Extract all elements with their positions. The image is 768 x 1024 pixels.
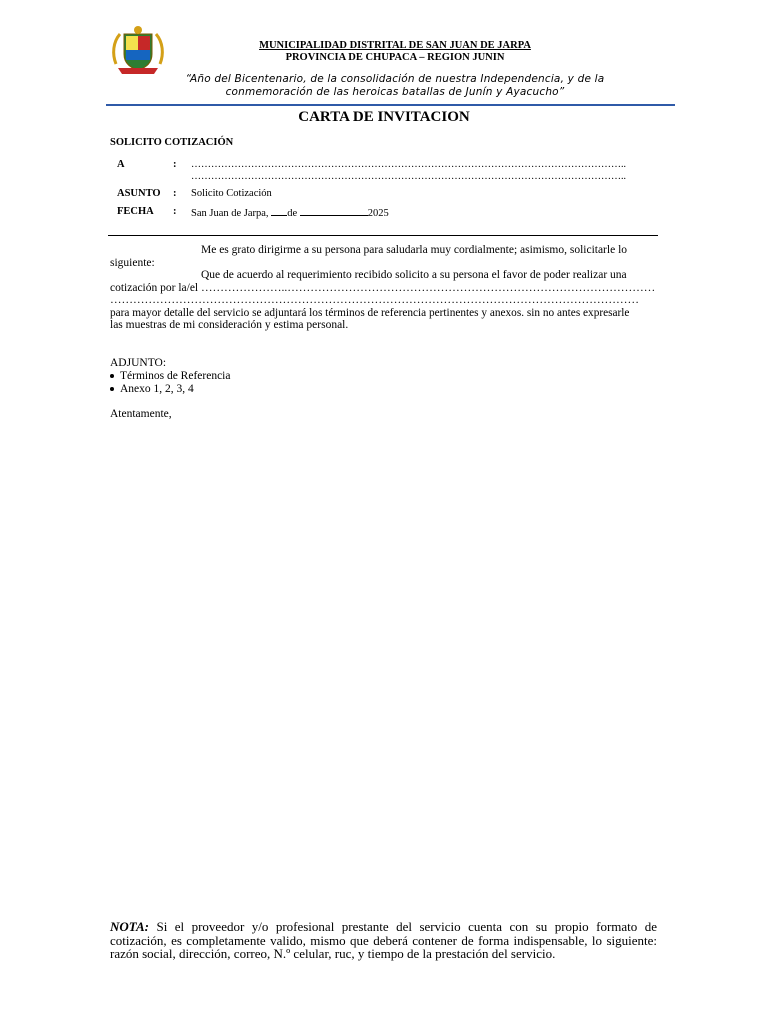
list-item (108, 370, 230, 383)
recipient-line-2: ………………………………………………………………………………………………………………….. (191, 171, 626, 182)
attachment-annexes: Anexo 1, 2, 3, 4 (120, 382, 194, 395)
year-motto (150, 73, 640, 99)
paragraph-2-line-5: las muestras de mi consideración y estima personal. (110, 319, 349, 331)
note-label: NOTA: (110, 919, 149, 934)
date-day-blank (271, 206, 287, 216)
list-item (108, 383, 230, 396)
paragraph-1 (110, 244, 657, 269)
recipient-colon: : (173, 159, 177, 170)
motto-line-2: conmemoración de las heroicas batallas de Junín y Ayacucho” (225, 86, 565, 98)
motto-line-1: “Año del Bicentenario, de la consolidación de nuestra Independencia, y de la (185, 73, 605, 85)
note-paragraph (110, 920, 657, 961)
attachments-heading: ADJUNTO: (110, 357, 167, 369)
attachments-list (108, 370, 230, 395)
subject-value: Solicito Cotización (191, 188, 272, 199)
letter-title: CARTA DE INVITACION (298, 109, 470, 125)
date-month-blank (300, 206, 368, 216)
date-year: 2025 (367, 208, 389, 219)
paragraph-2-line-2: cotización por la/el …………………..…………………………………………………………………………………… (110, 281, 656, 294)
paragraph-2 (110, 269, 657, 332)
recipient-label: A (117, 159, 125, 170)
date-colon: : (173, 206, 177, 217)
date-value (191, 206, 389, 219)
subject-label: ASUNTO (117, 188, 161, 199)
note-text: Si el proveedor y/o profesional prestante del servicio cuenta con su propio formato de cotización, es completamente valido, mismo que deberá contener de forma indispensable, lo siguiente: razón social, dirección, correo, N.º celular, ruc, y tiempo de la prestación del servicio. (110, 919, 657, 961)
bullet-icon (110, 374, 114, 378)
date-place: San Juan de Jarpa, (191, 208, 269, 219)
paragraph-1-line-1: Me es grato dirigirme a su persona para saludarla muy cordialmente; asimismo, solicitarle lo (201, 244, 628, 256)
fields-divider (108, 235, 658, 236)
paragraph-2-line-3: ………………………………………………………………………………………………………………………… (110, 294, 639, 306)
bullet-icon (110, 387, 114, 391)
subject-heading: SOLICITO COTIZACIÓN (110, 137, 234, 148)
paragraph-2-line-4: para mayor detalle del servicio se adjuntará los términos de referencia pertinentes y anexos. sin no antes expresarle (110, 306, 630, 319)
paragraph-2-line-1: Que de acuerdo al requerimiento recibido solicito a su persona el favor de poder realizar una (201, 269, 627, 281)
municipality-name: MUNICIPALIDAD DISTRITAL DE SAN JUAN DE JARPA (259, 40, 531, 51)
paragraph-1-line-2: siguiente: (110, 256, 155, 269)
date-de: de (287, 208, 298, 219)
subject-colon: : (173, 188, 177, 199)
province-name: PROVINCIA DE CHUPACA – REGION JUNIN (285, 52, 505, 63)
recipient-line-1: ………………………………………………………………………………………………………………….. (191, 159, 626, 170)
header-divider (106, 104, 675, 106)
date-label: FECHA (117, 206, 154, 217)
attachment-terms: Términos de Referencia (120, 370, 231, 382)
closing: Atentamente, (110, 408, 172, 420)
